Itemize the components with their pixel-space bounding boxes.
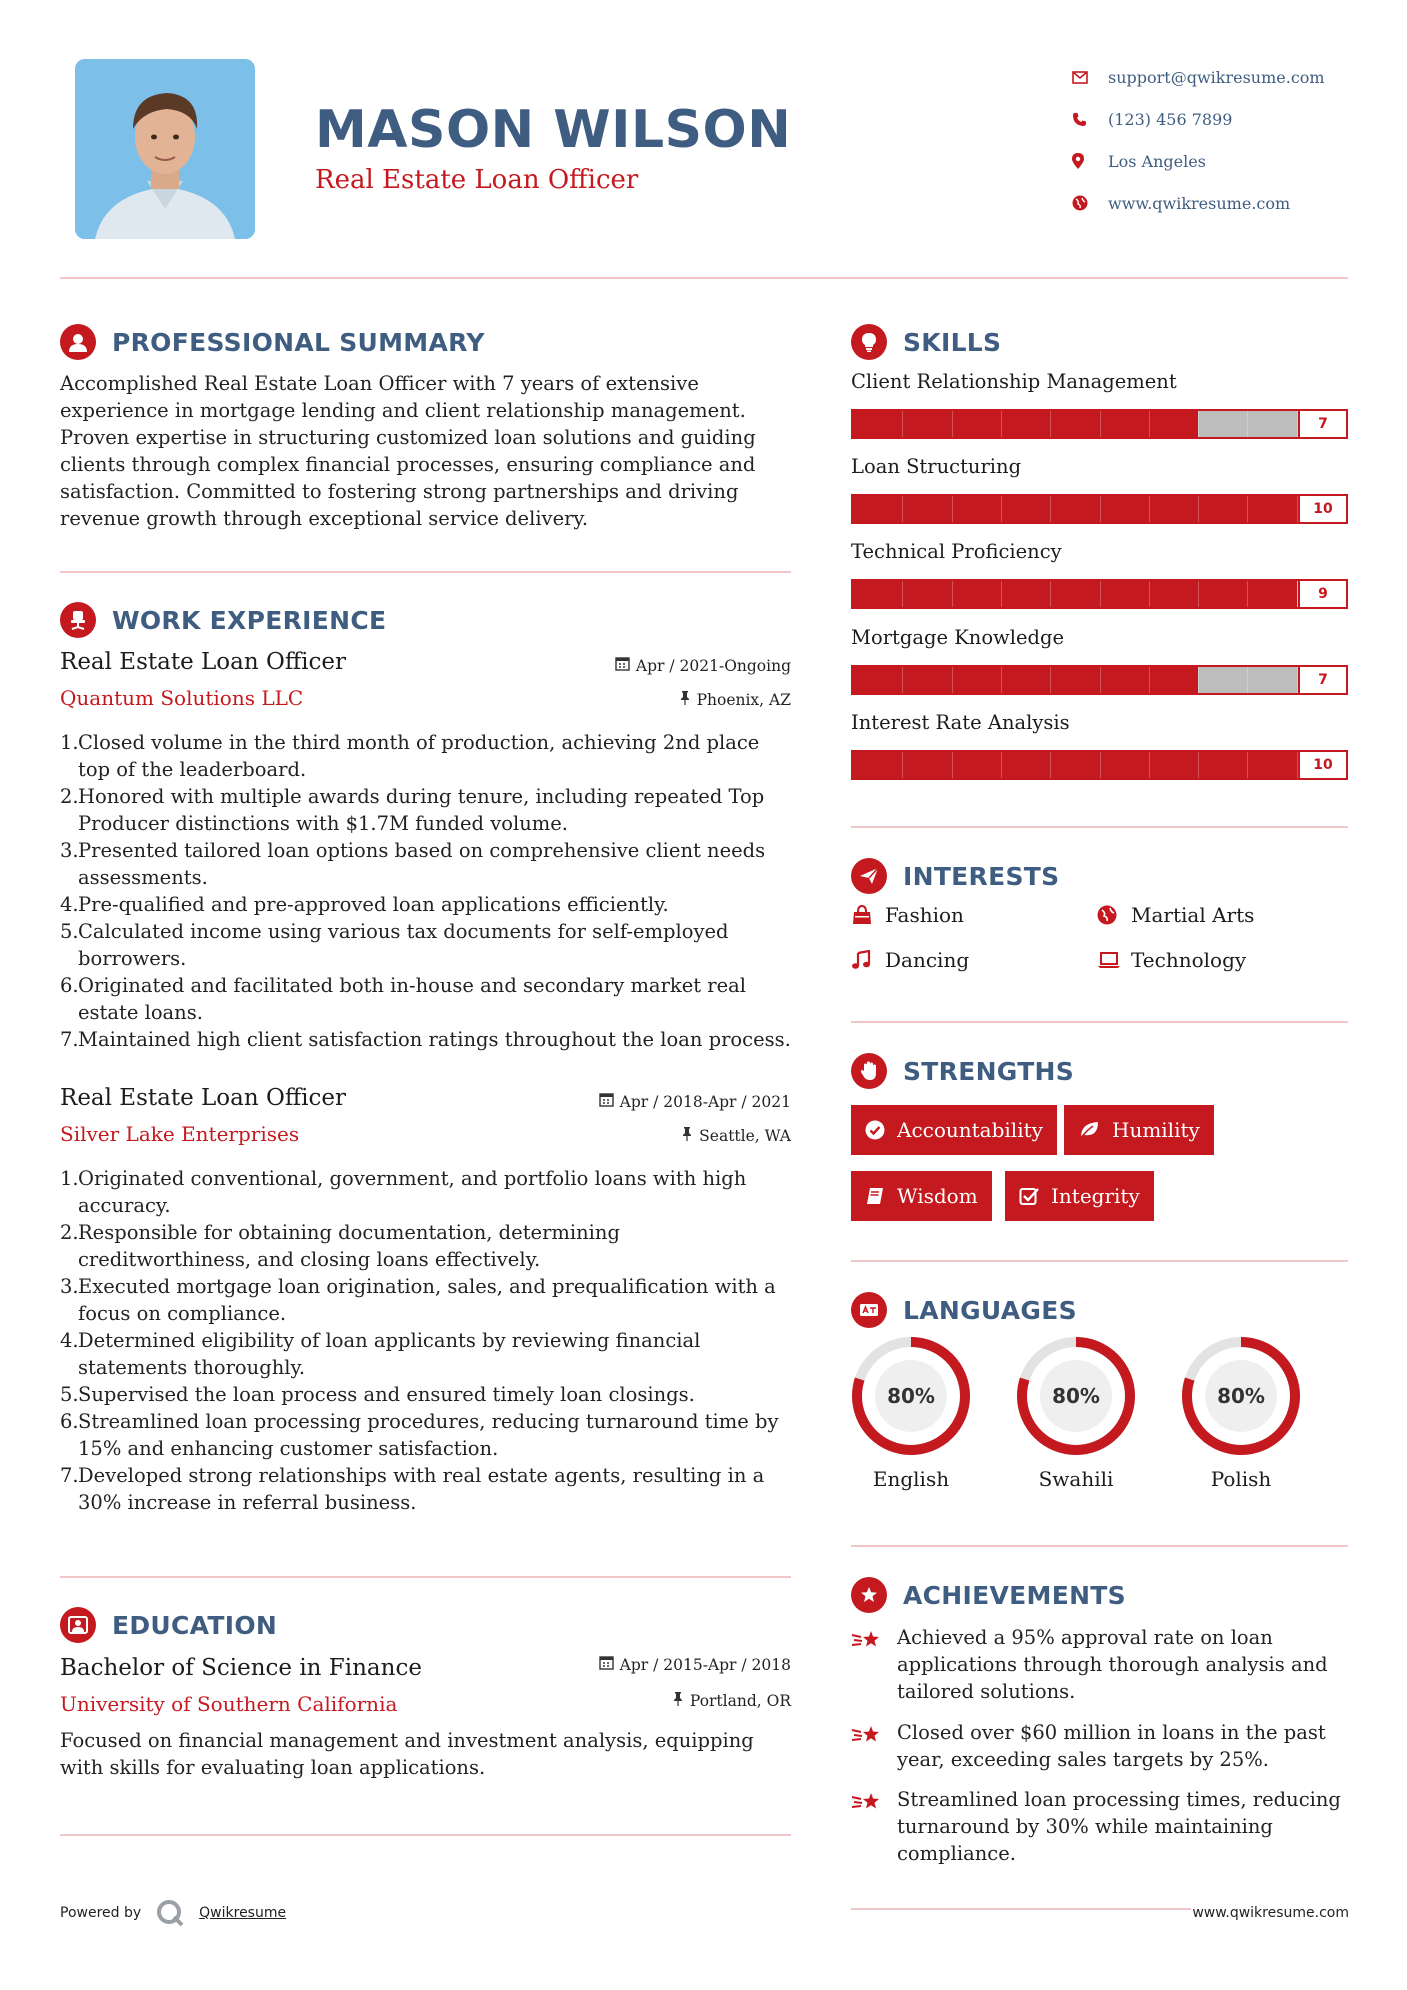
skill-segment-divider: [1247, 581, 1248, 607]
work-divider: [60, 1576, 791, 1578]
contact-email[interactable]: [1072, 56, 1372, 98]
powered-by-label: Powered by: [60, 1905, 142, 1921]
skill-bar: [851, 409, 1348, 439]
laptop-icon: [1097, 951, 1131, 969]
language-percent: 80%: [1052, 1384, 1100, 1408]
job-2-location-text: Seattle, WA: [699, 1126, 791, 1145]
school-name: University of Southern California: [60, 1692, 398, 1716]
star-badge-icon: [851, 1577, 887, 1613]
skill-segment-divider: [952, 581, 953, 607]
contact-phone-text: (123) 456 7899: [1108, 109, 1233, 129]
list-item: 7. Maintained high client satisfaction ratings throughout the loan process.: [60, 1028, 791, 1051]
skill-segment-divider: [1100, 752, 1101, 778]
skill-level: 10: [1298, 752, 1346, 778]
skill-segment-divider: [902, 411, 903, 437]
skill-segment-divider: [1247, 496, 1248, 522]
list-item: 2. Responsible for obtaining documentation, determining creditworthiness, and closing loans effectively.: [60, 1221, 620, 1271]
globe-icon: [1072, 195, 1108, 211]
contact-email-text: support@qwikresume.com: [1108, 67, 1325, 87]
skill-segment-divider: [1198, 667, 1199, 693]
shooting-star-icon: [851, 1624, 897, 1705]
list-item: 6. Streamlined loan processing procedures, reducing turnaround time by 15% and enhancing customer satisfaction.: [60, 1410, 779, 1460]
skill-segment-divider: [1149, 752, 1150, 778]
user-icon: [60, 324, 96, 360]
interest-label: Fashion: [885, 903, 964, 927]
contact-location: [1072, 140, 1372, 182]
skill-bar: [851, 665, 1348, 695]
raised-hand-icon: [851, 1053, 887, 1089]
work-title: WORK EXPERIENCE: [112, 605, 387, 635]
strength-label: Accountability: [897, 1118, 1043, 1142]
contact-phone[interactable]: [1072, 98, 1372, 140]
skill-name: Client Relationship Management: [851, 370, 1177, 393]
skill-name: Interest Rate Analysis: [851, 711, 1070, 734]
skill-bar: [851, 494, 1348, 524]
strengths-divider: [851, 1260, 1348, 1262]
skill-segment-divider: [1001, 581, 1002, 607]
summary-divider: [60, 571, 791, 573]
strength-chip: [851, 1171, 992, 1221]
languages-title: LANGUAGES: [903, 1295, 1077, 1325]
skill-segment-divider: [1050, 496, 1051, 522]
job-2-company: Silver Lake Enterprises: [60, 1122, 300, 1146]
skill-segment-divider: [902, 496, 903, 522]
skill-segment-divider: [1100, 411, 1101, 437]
skills-heading: [851, 324, 1001, 360]
skills-title: SKILLS: [903, 327, 1002, 357]
list-item: 3. Executed mortgage loan origination, sales, and prequalification with a focus on compliance.: [60, 1275, 776, 1325]
skill-segment-divider: [1247, 667, 1248, 693]
strength-label: Humility: [1112, 1118, 1200, 1142]
skill-name: Mortgage Knowledge: [851, 626, 1065, 649]
strength-chip: [1005, 1171, 1154, 1221]
languages-divider: [851, 1545, 1348, 1547]
contact-website[interactable]: [1072, 182, 1372, 224]
skill-fill: [853, 411, 1198, 437]
skill-segment-divider: [1100, 667, 1101, 693]
skill-segment-divider: [1001, 667, 1002, 693]
education-title: EDUCATION: [112, 1610, 278, 1640]
interest-item: [851, 903, 964, 927]
contact-website-text: www.qwikresume.com: [1108, 193, 1291, 213]
skill-segment-divider: [1198, 752, 1199, 778]
qwikresume-logo-icon: [155, 1898, 185, 1928]
list-item: 1. Closed volume in the third month of production, achieving 2nd place top of the leaderboard.: [60, 731, 760, 781]
skill-segment-divider: [1149, 581, 1150, 607]
degree-title: Bachelor of Science in Finance: [60, 1655, 422, 1681]
contact-location-text: Los Angeles: [1108, 151, 1206, 171]
profile-photo: [75, 59, 255, 239]
skill-segment-divider: [1198, 496, 1199, 522]
interest-item: [851, 948, 969, 972]
skill-segment-divider: [952, 752, 953, 778]
contact-list: [1072, 56, 1372, 224]
candidate-title: Real Estate Loan Officer: [315, 165, 639, 195]
skill-fill: [853, 667, 1198, 693]
interest-label: Technology: [1131, 948, 1247, 972]
summary-heading: [60, 324, 485, 360]
list-item: 4. Pre-qualified and pre-approved loan applications efficiently.: [60, 893, 669, 916]
list-item: 4. Determined eligibility of loan applicants by reviewing financial statements thoroughly.: [60, 1329, 701, 1379]
interests-heading: [851, 858, 1059, 894]
skills-divider: [851, 826, 1348, 828]
map-pin-icon: [1072, 153, 1108, 169]
summary-title: PROFESSIONAL SUMMARY: [112, 327, 485, 357]
interest-label: Martial Arts: [1131, 903, 1255, 927]
skill-segment-divider: [1001, 752, 1002, 778]
job-1-dates: [615, 656, 791, 675]
skill-name: Technical Proficiency: [851, 540, 1062, 563]
shopping-bag-icon: [851, 905, 885, 925]
office-chair-icon: [60, 602, 96, 638]
interest-label: Dancing: [885, 948, 970, 972]
pin-icon: [681, 1126, 693, 1145]
skill-level: 7: [1298, 411, 1346, 437]
language-name: Polish: [1210, 1467, 1272, 1491]
skill-segment-divider: [1198, 581, 1199, 607]
header-divider: [60, 277, 1348, 279]
skill-bar: [851, 579, 1348, 609]
book-icon: [865, 1186, 885, 1206]
language-percent: 80%: [887, 1384, 935, 1408]
skill-segment-divider: [1050, 411, 1051, 437]
skill-segment-divider: [1247, 752, 1248, 778]
skill-segment-divider: [1149, 411, 1150, 437]
job-1-title: Real Estate Loan Officer: [60, 649, 347, 675]
strength-chip: [1064, 1105, 1214, 1155]
interests-divider: [851, 1021, 1348, 1023]
leaf-icon: [1078, 1120, 1100, 1140]
work-heading: [60, 602, 386, 638]
achievement-text: Streamlined loan processing times, reducing turnaround by 30% while maintaining compliance.: [897, 1788, 1341, 1865]
list-item: 1. Originated conventional, government, and portfolio loans with high accuracy.: [60, 1167, 747, 1217]
skill-name: Loan Structuring: [851, 455, 1022, 478]
achievement-text: Achieved a 95% approval rate on loan applications through thorough analysis and tailored solutions.: [897, 1626, 1328, 1703]
skill-segment-divider: [1050, 752, 1051, 778]
footer-url[interactable]: www.qwikresume.com: [1192, 1905, 1349, 1921]
pin-icon: [672, 1691, 684, 1710]
education-divider: [60, 1834, 791, 1836]
pin-icon: [679, 690, 691, 709]
list-item: 2. Honored with multiple awards during tenure, including repeated Top Producer distinctions with $1.7M funded volume.: [60, 785, 765, 835]
check-square-icon: [1019, 1186, 1039, 1206]
education-location-text: Portland, OR: [689, 1691, 791, 1710]
skill-segment-divider: [1198, 411, 1199, 437]
skill-segment-divider: [1001, 496, 1002, 522]
language-percent: 80%: [1217, 1384, 1265, 1408]
education-dates-text: Apr / 2015-Apr / 2018: [619, 1655, 791, 1674]
strength-label: Wisdom: [897, 1184, 978, 1208]
candidate-name: MASON WILSON: [315, 100, 792, 160]
strength-label: Integrity: [1051, 1184, 1140, 1208]
language-item: [846, 1333, 976, 1491]
language-item: [1176, 1333, 1306, 1491]
job-2-location: [681, 1126, 791, 1145]
skill-segment-divider: [1149, 667, 1150, 693]
skill-segment-divider: [902, 667, 903, 693]
translate-icon: [851, 1292, 887, 1328]
education-heading: [60, 1607, 277, 1643]
paper-plane-icon: [851, 858, 887, 894]
job-2-title: Real Estate Loan Officer: [60, 1085, 347, 1111]
skill-fill: [853, 581, 1297, 607]
job-1-dates-text: Apr / 2021-Ongoing: [635, 656, 791, 675]
achievement-item: [851, 1786, 1348, 1867]
language-name: Swahili: [1038, 1467, 1114, 1491]
achievements-divider: [851, 1908, 1191, 1910]
strength-chip: [851, 1105, 1057, 1155]
qwikresume-link[interactable]: Qwikresume: [199, 1905, 287, 1921]
job-2-dates-text: Apr / 2018-Apr / 2021: [619, 1092, 791, 1111]
achievement-item: [851, 1719, 1348, 1773]
language-name: English: [872, 1467, 950, 1491]
skill-segment-divider: [902, 581, 903, 607]
shooting-star-icon: [851, 1786, 897, 1867]
shooting-star-icon: [851, 1719, 897, 1773]
list-item: 5. Supervised the loan process and ensured timely loan closings.: [60, 1383, 695, 1406]
job-1-location-text: Phoenix, AZ: [696, 690, 791, 709]
skill-segment-divider: [1100, 496, 1101, 522]
job-2-bullets: [60, 1165, 795, 1516]
music-note-icon: [851, 950, 885, 970]
envelope-icon: [1072, 71, 1108, 84]
calendar-icon: [599, 1655, 614, 1674]
languages-heading: [851, 1292, 1077, 1328]
skill-segment-divider: [1100, 581, 1101, 607]
job-1-location: [679, 690, 791, 709]
skill-segment-divider: [1001, 411, 1002, 437]
phone-icon: [1072, 112, 1108, 127]
achievements-heading: [851, 1577, 1126, 1613]
job-1-company: Quantum Solutions LLC: [60, 686, 304, 710]
summary-text: Accomplished Real Estate Loan Officer with 7 years of extensive experience in mortgage lending and client relationship management. Proven expertise in structuring customized loan solutions and guiding clients through complex financial processes, ensuring compliance and satisfaction. Committed to fostering strong partnerships and driving revenue growth through exceptional service delivery.: [60, 372, 756, 530]
list-item: 6. Originated and facilitated both in-house and secondary market real estate loans.: [60, 974, 746, 1024]
graduate-icon: [60, 1607, 96, 1643]
footer-powered-by: [60, 1898, 286, 1928]
skill-level: 9: [1298, 581, 1346, 607]
job-1-bullets: [60, 729, 795, 1053]
achievements-title: ACHIEVEMENTS: [903, 1580, 1126, 1610]
check-circle-icon: [865, 1120, 885, 1140]
globe-icon: [1097, 905, 1131, 925]
skill-segment-divider: [1050, 667, 1051, 693]
skill-segment-divider: [952, 667, 953, 693]
strengths-heading: [851, 1053, 1074, 1089]
skill-level: 10: [1298, 496, 1346, 522]
skill-level: 7: [1298, 667, 1346, 693]
education-text: Focused on financial management and investment analysis, equipping with skills for evaluating loan applications.: [60, 1729, 754, 1779]
achievement-text: Closed over $60 million in loans in the past year, exceeding sales targets by 25%.: [897, 1721, 1326, 1771]
language-item: [1011, 1333, 1141, 1491]
calendar-icon: [599, 1092, 614, 1111]
education-dates: [599, 1655, 791, 1674]
interest-item: [1097, 948, 1246, 972]
achievement-item: [851, 1624, 1348, 1705]
skill-segment-divider: [1050, 581, 1051, 607]
skill-segment-divider: [1149, 496, 1150, 522]
interest-item: [1097, 903, 1254, 927]
lightbulb-icon: [851, 324, 887, 360]
skill-bar: [851, 750, 1348, 780]
list-item: 7. Developed strong relationships with real estate agents, resulting in a 30% increase in referral business.: [60, 1464, 765, 1514]
calendar-icon: [615, 656, 630, 675]
list-item: 3. Presented tailored loan options based on comprehensive client needs assessments.: [60, 839, 766, 889]
education-location: [672, 1691, 791, 1710]
list-item: 5. Calculated income using various tax documents for self-employed borrowers.: [60, 920, 729, 970]
skill-segment-divider: [1247, 411, 1248, 437]
skill-segment-divider: [952, 411, 953, 437]
strengths-title: STRENGTHS: [903, 1056, 1075, 1086]
skill-segment-divider: [952, 496, 953, 522]
job-2-dates: [599, 1092, 791, 1111]
interests-title: INTERESTS: [903, 861, 1060, 891]
skill-segment-divider: [902, 752, 903, 778]
